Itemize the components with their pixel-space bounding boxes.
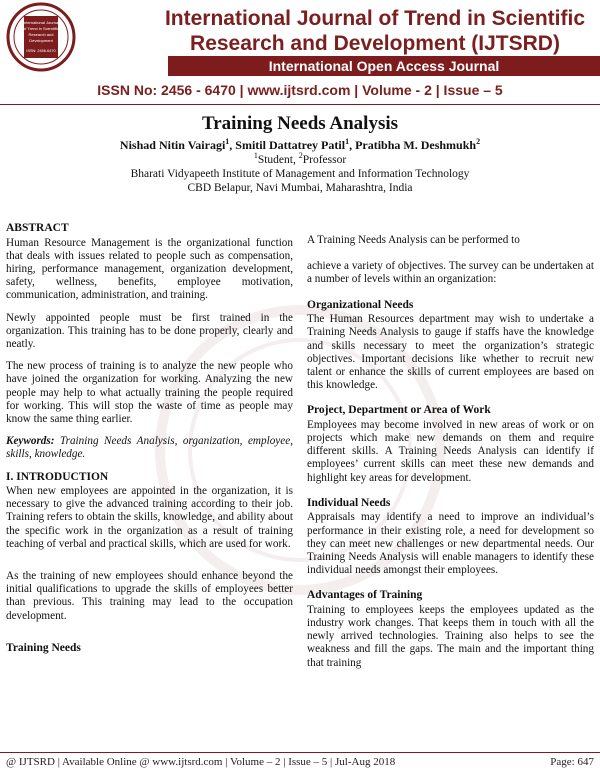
logo-line-3: Research and: [28, 32, 54, 37]
masthead-divider: [0, 104, 600, 105]
author-1-affil: 1: [225, 137, 230, 146]
abstract-heading: ABSTRACT: [6, 222, 69, 234]
author-2: Smitil Dattatrey Patil: [235, 138, 346, 152]
role-student: Student,: [257, 154, 296, 166]
author-3-affil: 2: [476, 137, 481, 146]
paper-title: Training Needs Analysis: [201, 113, 399, 134]
footer-citation: @ IJTSRD | Available Online @ www.ijtsrd.com | Volume – 2 | Issue – 5 | Jul-Aug 2018: [6, 756, 396, 768]
advantages-paragraph: Training to employees keeps the employees updated as the industry work changes. That keeps them in touch with all the newly arrived technologies. Training also helps to see the weakness and fill the gaps. The main and the important thing that training: [307, 603, 594, 669]
ijtsrd-logo: [6, 2, 76, 72]
logo-issn: ISSN: 2456-6470: [26, 49, 56, 53]
right-paragraph-2: achieve a variety of objectives. The survey can be undertaken at a number of levels within an organization:: [307, 260, 594, 286]
individual-needs-heading: Individual Needs: [307, 496, 391, 509]
role-2-sup: 2: [298, 151, 303, 161]
open-access-banner: International Open Access Journal: [168, 56, 600, 76]
abstract-paragraph-1: Human Resource Management is the organizational function that deals with issues related to people such as compensation, hiring, performance management, organization development, safety, wellness, benefits, employee motivation, communication, administration, and training.: [6, 236, 293, 302]
training-needs-heading: Training Needs: [6, 641, 81, 654]
project-department-heading: Project, Department or Area of Work: [307, 404, 491, 417]
abstract-paragraph-2: Newly appointed people must be first trained in the organization. This training has to be done properly, clearly and neatly.: [6, 311, 293, 350]
keywords: [6, 435, 293, 461]
logo-line-2: of Trend in Scientific: [22, 26, 60, 31]
role-1-sup: 1: [253, 151, 258, 161]
project-department-paragraph: Employees may become involved in new areas of work or on projects which make new demands on them and require different skills. A Training Needs Analysis can identify if employees’ current skills can meet these new demands and highlight key areas for development.: [307, 418, 594, 484]
author-3: Pratibha M. Deshmukh: [355, 138, 477, 152]
author-1: Nishad Nitin Vairagi: [119, 138, 226, 152]
right-paragraph-1: A Training Needs Analysis can be performed to: [307, 234, 520, 246]
journal-title-line-2: Research and Development (IJTSRD): [190, 32, 560, 55]
abstract-paragraph-3: The new process of training is to analyze the new people who have joined the organization for working. Analyzing the new people may help to what actually training the people required for working. This will stop the waste of time as people may know the same thing earlier.: [6, 360, 293, 425]
left-column: [6, 222, 293, 656]
journal-title: [150, 6, 600, 58]
author-list: Nishad Nitin Vairagi$^1$, Smitil Dattatrey Patil$^1$, Pratibha M. Deshmukh$^2$: [119, 137, 481, 152]
author-2-affil: 1: [345, 137, 350, 146]
issn-volume-line: ISSN No: 2456 - 6470 | www.ijtsrd.com | Volume - 2 | Issue – 5: [97, 82, 503, 98]
footer-divider: [0, 752, 600, 753]
roles-line: [0, 153, 600, 168]
page-number: Page: 647: [550, 756, 594, 768]
organizational-needs-paragraph: The Human Resources department may wish to undertake a Training Needs Analysis to gauge if staffs have the knowledge and skills necessary to meet the organization’s strategic objectives. Important decisions like whether to recruit new talent or enhance the skills of current employees are based on this knowledge.: [307, 313, 594, 392]
logo-line-1: International Journal: [22, 20, 60, 25]
journal-title-line-1: International Journal of Trend in Scientific: [164, 7, 586, 30]
logo-line-4: Development: [29, 38, 53, 43]
location-line: CBD Belapur, Navi Mumbai, Maharashtra, India: [187, 182, 413, 194]
keywords-label: Keywords:: [6, 435, 55, 448]
organizational-needs-heading: Organizational Needs: [307, 298, 414, 311]
introduction-heading: I. INTRODUCTION: [6, 470, 109, 483]
keywords-text: Training Needs Analysis, organization, employee, skills, knowledge.: [6, 435, 293, 461]
advantages-heading: Advantages of Training: [307, 589, 423, 602]
right-column: [307, 222, 594, 679]
introduction-paragraph-1: When new employees are appointed in the organization, it is necessary to give the advanced training according to their job. Training refers to obtain the skills, knowledge, and ability about the specific work in the organization as a result of training teaching of verbal and practical skills, which are used for work.: [6, 485, 293, 550]
role-professor: Professor: [302, 154, 347, 166]
journal-masthead: [0, 0, 600, 108]
institute-line: Bharati Vidyapeeth Institute of Management and Information Technology: [130, 168, 470, 180]
introduction-paragraph-2: As the training of new employees should enhance beyond the initial qualifications to upgrade the skills of employees better than previous. This training may lead to the occupation development.: [6, 570, 293, 622]
individual-needs-paragraph: Appraisals may identify a need to improve an individual’s performance in their existing role, a need for development so they can meet new challenges or new departmental needs. Our Training Needs Analysis will enable managers to identify these individual needs amongst their employees.: [307, 511, 594, 577]
